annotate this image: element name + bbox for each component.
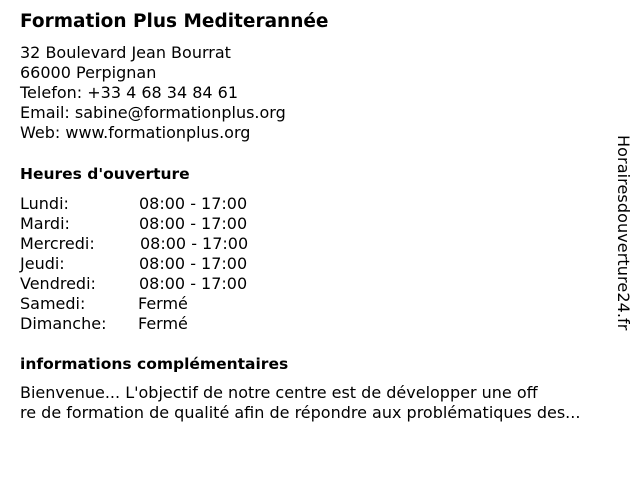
address-street: 32 Boulevard Jean Bourrat (20, 43, 231, 62)
hours-day-label: Mercredi: (20, 234, 95, 253)
hours-time-value: 08:00 - 17:00 (139, 194, 248, 213)
site-brand-vertical: Horairesdouverture24.fr (614, 135, 633, 331)
hours-heading: Heures d'ouverture (20, 165, 190, 183)
hours-day-label: Samedi: (20, 294, 86, 313)
description-line-1: Bienvenue... L'objectif de notre centre est de développer une off (20, 383, 538, 402)
description-text (20, 383, 635, 423)
email-line: Email: sabine@formationplus.org (20, 103, 286, 122)
hours-time-value: 08:00 - 17:00 (139, 214, 248, 233)
hours-day-label: Dimanche: (20, 314, 107, 333)
info-heading: informations complémentaires (20, 355, 289, 373)
hours-time-value: Fermé (138, 314, 188, 333)
hours-time-value: Fermé (138, 294, 188, 313)
business-name: Formation Plus Mediterannée (20, 11, 329, 32)
web-line: Web: www.formationplus.org (20, 123, 251, 142)
phone-line: Telefon: +33 4 68 34 84 61 (20, 83, 239, 102)
hours-time-value: 08:00 - 17:00 (140, 234, 249, 253)
hours-day-label: Lundi: (20, 194, 69, 213)
address-city: 66000 Perpignan (20, 63, 157, 82)
hours-time-value: 08:00 - 17:00 (139, 274, 248, 293)
description-line-2: re de formation de qualité afin de répondre aux problématiques des... (20, 403, 581, 422)
hours-day-label: Jeudi: (20, 254, 65, 273)
hours-time-value: 08:00 - 17:00 (139, 254, 248, 273)
hours-day-label: Vendredi: (20, 274, 96, 293)
contact-block (20, 43, 286, 143)
hours-day-label: Mardi: (20, 214, 70, 233)
